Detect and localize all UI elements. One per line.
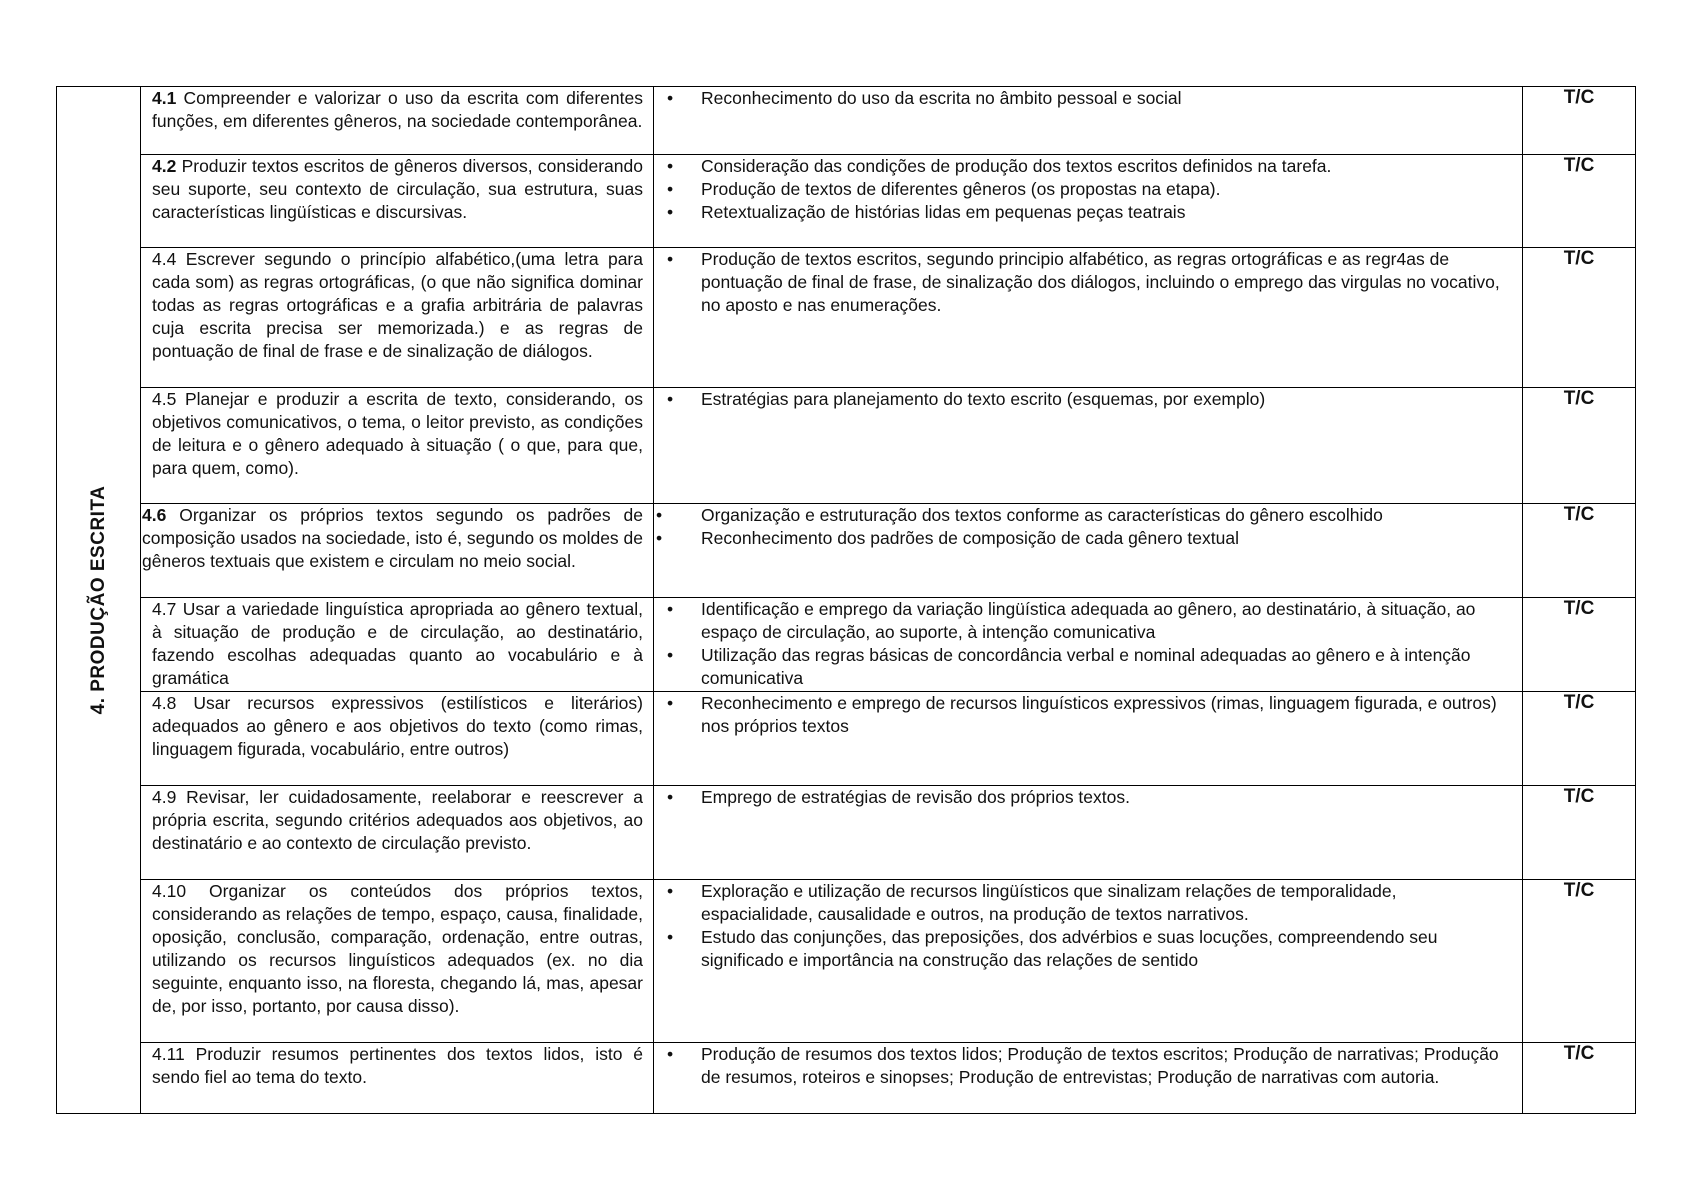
- content-item: • Identificação e emprego da variação lingüística adequada ao gênero, ao destinatário, à situação, ao espaço de circulação, ao suporte, à intenção comunicativa: [654, 598, 1522, 644]
- content-cell: [654, 692, 1523, 786]
- objective-description: Compreender e valorizar o uso da escrita com diferentes funções, em diferentes gêneros, na sociedade contemporânea.: [152, 88, 643, 131]
- table-row: [57, 786, 1636, 880]
- content-item: • Organização e estruturação dos textos conforme as características do gênero escolhido: [654, 504, 1522, 527]
- objective-text: [141, 87, 653, 133]
- content-cell: [654, 880, 1523, 1043]
- objective-description: Usar a variedade linguística apropriada ao gênero textual, à situação de produção e de circulação, ao destinatário, fazendo escolhas adequadas quanto ao vocabulário e à gramática: [152, 599, 643, 688]
- content-item: • Utilização das regras básicas de concordância verbal e nominal adequadas ao gênero e à intenção comunicativa: [654, 644, 1522, 690]
- objective-cell: [141, 504, 654, 598]
- objective-cell: [141, 598, 654, 692]
- objective-description: Organizar os próprios textos segundo os padrões de composição usados na sociedade, isto é, segundo os moldes de gêneros textuais que existem e circulam no meio social.: [142, 505, 644, 571]
- objective-description: Produzir textos escritos de gêneros diversos, considerando seu suporte, seu contexto de circulação, sua estrutura, suas características lingüísticas e discursivas.: [152, 156, 643, 222]
- objective-text: [141, 598, 653, 690]
- objective-text: [141, 155, 653, 224]
- content-item: • Reconhecimento e emprego de recursos linguísticos expressivos (rimas, linguagem figurada, e outros) nos próprios textos: [654, 692, 1522, 738]
- objective-description: Usar recursos expressivos (estilísticos e literários) adequados ao gênero e aos objetivos do texto (como rimas, linguagem figurada, vocabulário, entre outros): [152, 693, 643, 759]
- table-row: [57, 248, 1636, 388]
- objective-cell: [141, 248, 654, 388]
- objective-number: 4.6: [142, 505, 167, 525]
- content-item: • Exploração e utilização de recursos lingüísticos que sinalizam relações de temporalidade, espacialidade, causalidade e outros, na produção de textos narrativos.: [654, 880, 1522, 926]
- tag-cell: T/C: [1523, 786, 1636, 880]
- objective-number: 4.5: [152, 389, 177, 409]
- objective-number: 4.2: [152, 156, 177, 176]
- objective-number: 4.8: [152, 693, 177, 713]
- content-list: [654, 388, 1522, 411]
- content-list: [654, 1043, 1522, 1089]
- content-list: [654, 692, 1522, 738]
- objective-text: [141, 1043, 653, 1089]
- content-list: [654, 880, 1522, 972]
- objective-cell: [141, 388, 654, 504]
- table-row: [57, 1043, 1636, 1114]
- objective-description: Revisar, ler cuidadosamente, reelaborar e reescrever a própria escrita, segundo critérios adequados aos objetivos, ao destinatário e ao contexto de circulação previsto.: [152, 787, 643, 853]
- content-item: • Retextualização de histórias lidas em pequenas peças teatrais: [654, 201, 1522, 224]
- table-row: [57, 692, 1636, 786]
- content-list: [654, 87, 1522, 110]
- objective-text: [141, 504, 653, 573]
- content-cell: [654, 1043, 1523, 1114]
- area-cell: [57, 87, 141, 1114]
- objective-cell: [141, 786, 654, 880]
- content-item: • Estratégias para planejamento do texto escrito (esquemas, por exemplo): [654, 388, 1522, 411]
- content-cell: [654, 504, 1523, 598]
- content-item: • Produção de textos de diferentes gêneros (os propostas na etapa).: [654, 178, 1522, 201]
- content-list: [654, 598, 1522, 690]
- tag-cell: T/C: [1523, 692, 1636, 786]
- content-item: • Consideração das condições de produção dos textos escritos definidos na tarefa.: [654, 155, 1522, 178]
- objective-description: Organizar os conteúdos dos próprios textos, considerando as relações de tempo, espaço, causa, finalidade, oposição, conclusão, comparação, ordenação, entre outras, utilizando os recursos linguísticos adequados (ex. no dia seguinte, enquanto isso, na floresta, chegando lá, mas, apesar de, por isso, portanto, por causa disso).: [152, 881, 643, 1016]
- objective-text: [141, 248, 653, 363]
- tag-cell: T/C: [1523, 248, 1636, 388]
- objective-text: [141, 388, 653, 480]
- content-cell: [654, 388, 1523, 504]
- content-cell: [654, 786, 1523, 880]
- area-title: 4. PRODUÇÃO ESCRITA: [87, 485, 109, 715]
- objective-cell: [141, 692, 654, 786]
- objective-number: 4.4: [152, 249, 177, 269]
- objective-description: Escrever segundo o princípio alfabético,(uma letra para cada som) as regras ortográficas, (o que não significa dominar todas as regras ortográficas e a grafia arbitrária de palavras cuja escrita precisa ser memorizada.) e as regras de pontuação de final de frase e de sinalização de diálogos.: [152, 249, 643, 361]
- tag-cell: T/C: [1523, 155, 1636, 248]
- objective-number: 4.11: [152, 1044, 185, 1064]
- tag-cell: T/C: [1523, 880, 1636, 1043]
- objective-text: [141, 786, 653, 855]
- content-list: [654, 155, 1522, 224]
- objective-number: 4.9: [152, 787, 177, 807]
- content-item: • Reconhecimento dos padrões de composição de cada gênero textual: [654, 527, 1522, 550]
- table-row: [57, 598, 1636, 692]
- objective-cell: [141, 155, 654, 248]
- content-item: • Estudo das conjunções, das preposições, dos advérbios e suas locuções, compreendendo seu significado e importância na construção das relações de sentido: [654, 926, 1522, 972]
- table-row: [57, 880, 1636, 1043]
- content-item: • Produção de resumos dos textos lidos; Produção de textos escritos; Produção de narrativas; Produção de resumos, roteiros e sinopses; Produção de entrevistas; Produção de narrativas com autoria.: [654, 1043, 1522, 1089]
- content-list: [654, 504, 1522, 550]
- objective-number: 4.10: [152, 881, 187, 901]
- tag-cell: T/C: [1523, 598, 1636, 692]
- tag-cell: T/C: [1523, 504, 1636, 598]
- objective-cell: [141, 87, 654, 155]
- objective-description: Planejar e produzir a escrita de texto, considerando, os objetivos comunicativos, o tema, o leitor previsto, as condições de leitura e o gênero adequado à situação ( o que, para que, para quem, como).: [152, 389, 643, 478]
- tag-cell: T/C: [1523, 388, 1636, 504]
- objective-number: 4.7: [152, 599, 177, 619]
- objective-description: Produzir resumos pertinentes dos textos lidos, isto é sendo fiel ao tema do texto.: [152, 1044, 643, 1087]
- objective-cell: [141, 1043, 654, 1114]
- table-row: [57, 504, 1636, 598]
- content-cell: [654, 248, 1523, 388]
- objective-number: 4.1: [152, 88, 177, 108]
- content-cell: [654, 87, 1523, 155]
- objective-text: [141, 692, 653, 761]
- content-item: • Emprego de estratégias de revisão dos próprios textos.: [654, 786, 1522, 809]
- content-cell: [654, 155, 1523, 248]
- tag-cell: T/C: [1523, 87, 1636, 155]
- content-item: • Reconhecimento do uso da escrita no âmbito pessoal e social: [654, 87, 1522, 110]
- table-row: [57, 155, 1636, 248]
- tag-cell: T/C: [1523, 1043, 1636, 1114]
- content-list: [654, 248, 1522, 317]
- content-list: [654, 786, 1522, 809]
- objective-text: [141, 880, 653, 1018]
- table-row: [57, 87, 1636, 155]
- objective-cell: [141, 880, 654, 1043]
- content-item: • Produção de textos escritos, segundo principio alfabético, as regras ortográficas e as regr4as de pontuação de final de frase, de sinalização dos diálogos, incluindo o emprego das virgulas no vocativo, no aposto e nas enumerações.: [654, 248, 1522, 317]
- content-cell: [654, 598, 1523, 692]
- curriculum-table: [56, 86, 1636, 1114]
- table-row: [57, 388, 1636, 504]
